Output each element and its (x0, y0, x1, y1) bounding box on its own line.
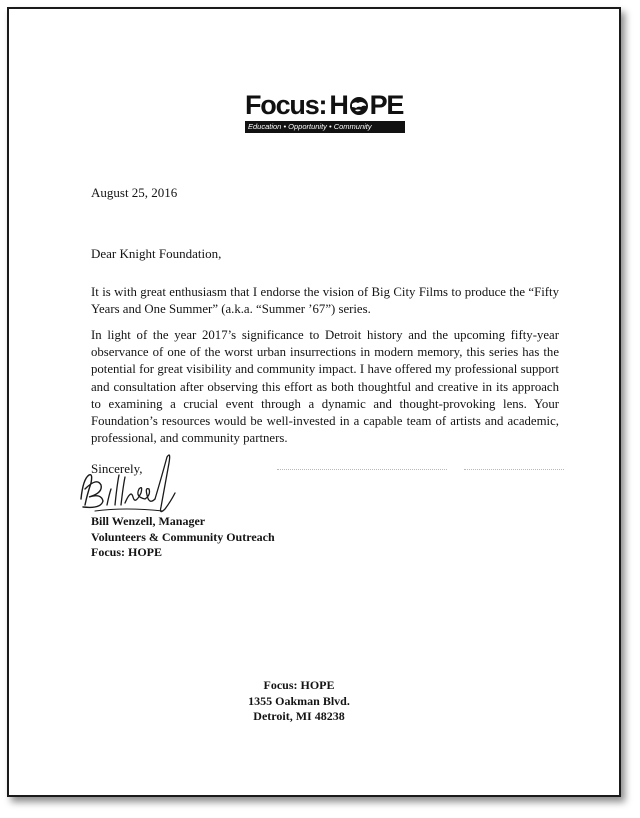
logo-name-right: PE (369, 90, 404, 120)
handwritten-signature (75, 449, 185, 524)
scan-artifact (277, 469, 447, 470)
letter-date: August 25, 2016 (91, 185, 178, 200)
letter-closing: Sincerely, (91, 461, 143, 476)
focus-hope-logo (245, 90, 405, 133)
scan-artifact (464, 469, 564, 470)
signer-department: Volunteers & Community Outreach (91, 529, 275, 544)
footer-city: Detroit, MI 48238 (253, 709, 345, 723)
logo-name-left: Focus: (245, 90, 327, 120)
logo-name-h: H (329, 90, 348, 120)
logo-wordmark (245, 90, 405, 120)
globe-icon (349, 95, 369, 117)
letter-footer-address (219, 678, 379, 725)
signer-name-title: Bill Wenzell, Manager (91, 514, 206, 528)
letter-paragraph: In light of the year 2017’s significance to Detroit history and the upcoming fifty-year observance of one of the worst urban insurrections in modern memory, this series has the potential for great visibility and community impact. I have offered my professional support and consultation after observing this effort as both thoughtful and creative in its approach to examining a crucial event through a dynamic and thought-provoking lens. Your Foundation’s resources would be well-invested in a capable team of artists and academic, professional, and community partners. (91, 328, 559, 446)
footer-street: 1355 Oakman Blvd. (248, 693, 350, 708)
letter-page (7, 7, 621, 797)
signature-block (91, 514, 275, 561)
footer-organization: Focus: HOPE (263, 678, 335, 692)
signer-organization: Focus: HOPE (91, 545, 162, 559)
letter-greeting: Dear Knight Foundation, (91, 246, 222, 261)
letter-paragraph: It is with great enthusiasm that I endorse the vision of Big City Films to produce the “Fifty Years and One Summer” (a.k.a. “Summer ’67”) series. (91, 285, 559, 317)
logo-tagline: Education • Opportunity • Community (245, 121, 405, 133)
